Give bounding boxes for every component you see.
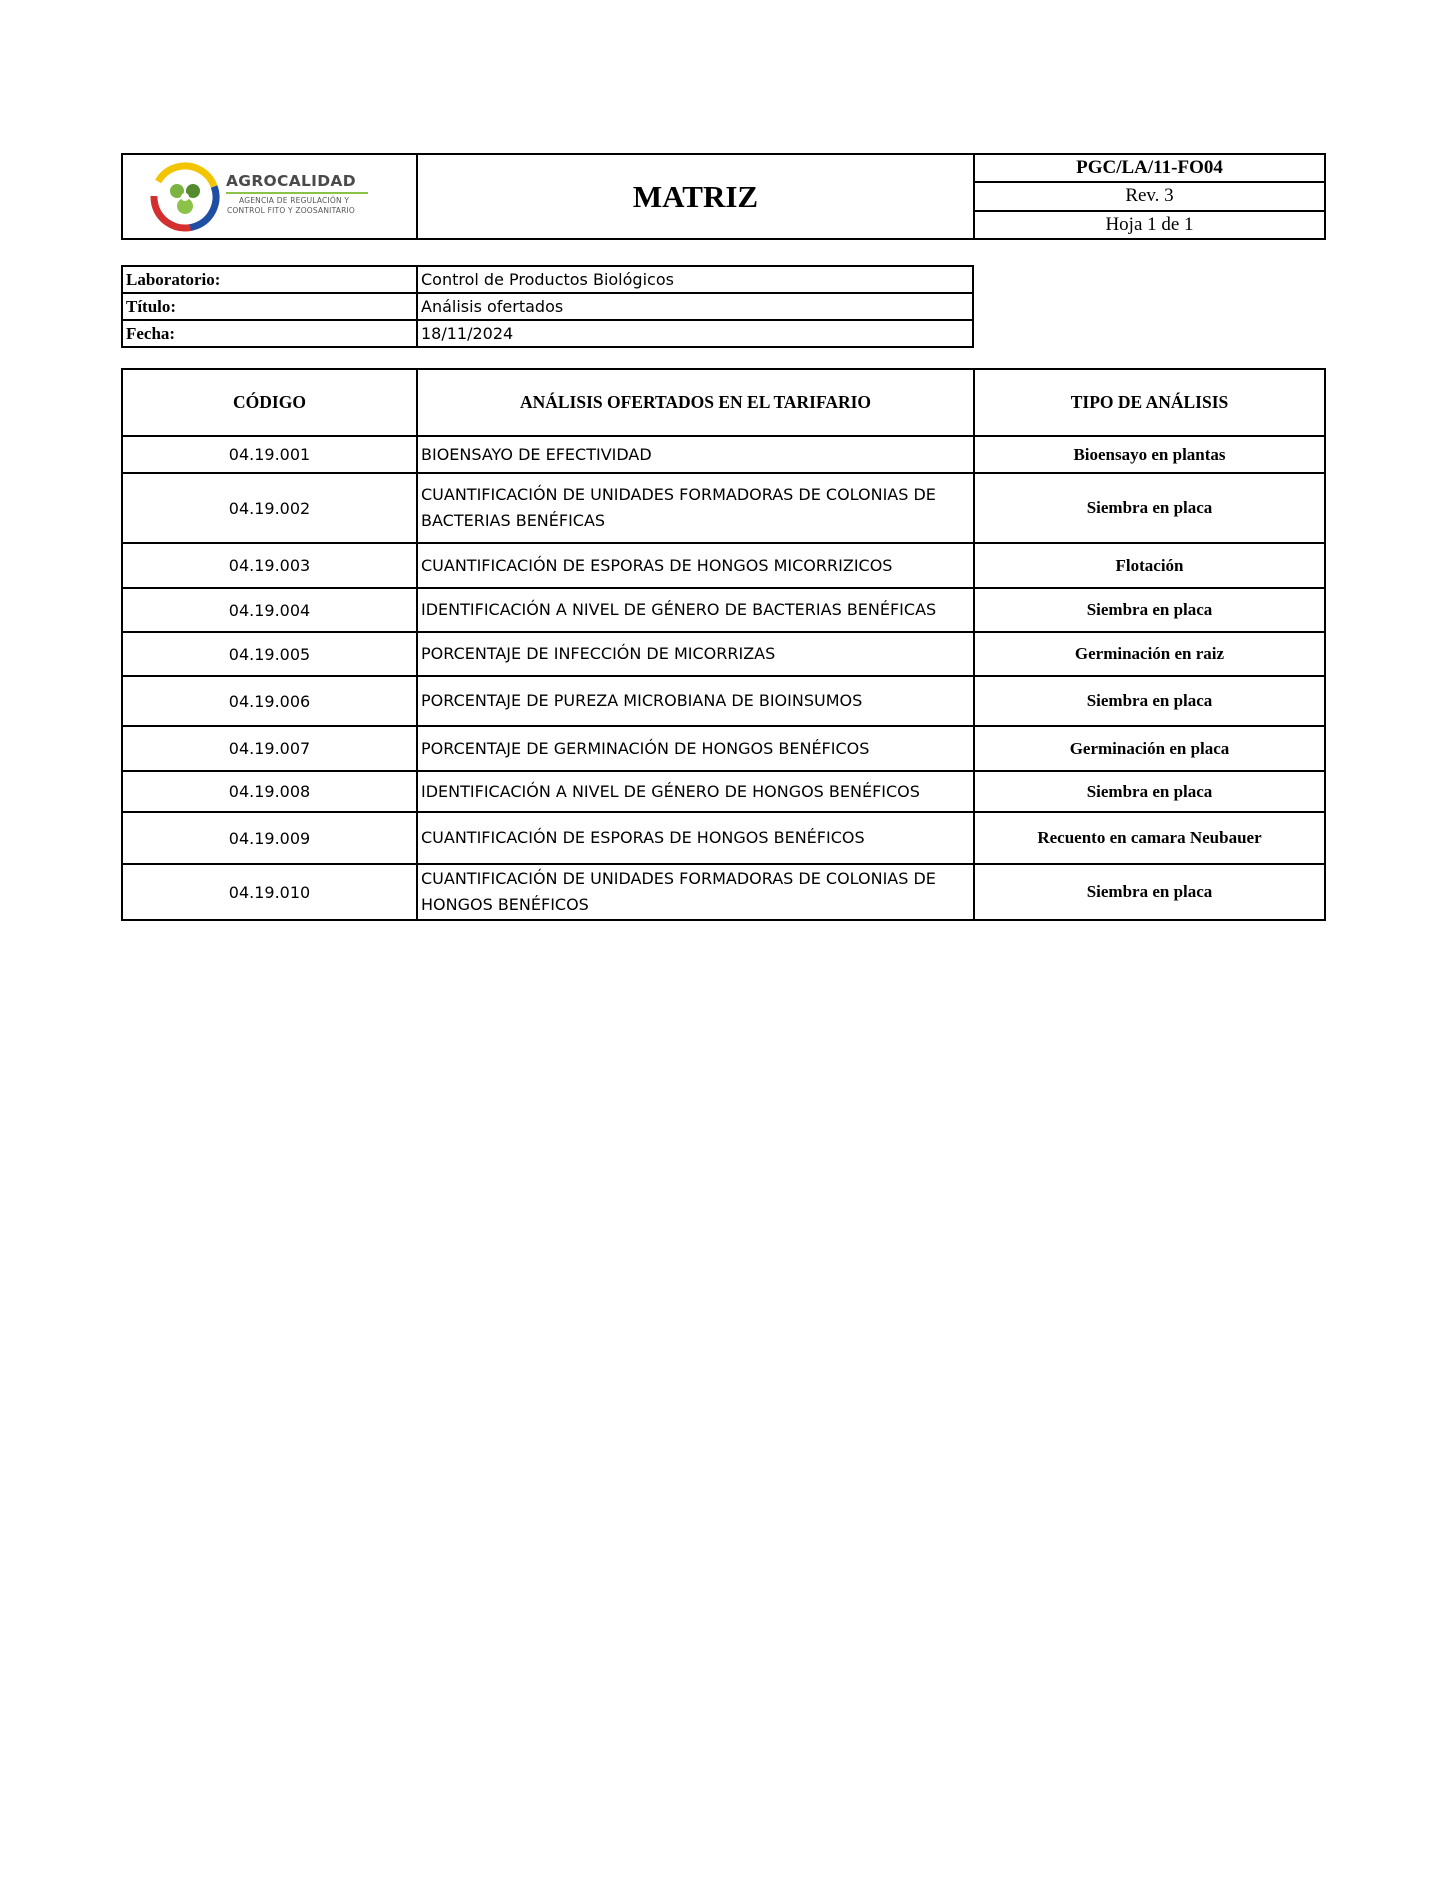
document-header	[121, 153, 1326, 240]
table-row	[122, 588, 1325, 632]
title-cell	[418, 155, 975, 238]
document-control-cell	[975, 155, 1324, 238]
row-analysis: CUANTIFICACIÓN DE UNIDADES FORMADORAS DE COLONIAS DE BACTERIAS BENÉFICAS	[417, 473, 974, 543]
logo-name: AGROCALIDAD	[226, 172, 356, 190]
logo-cell	[123, 155, 418, 238]
document-revision: Rev. 3	[975, 181, 1324, 209]
row-code: 04.19.009	[122, 812, 417, 864]
table-row	[122, 436, 1325, 473]
row-analysis: IDENTIFICACIÓN A NIVEL DE GÉNERO DE BACTERIAS BENÉFICAS	[417, 588, 974, 632]
logo-subtitle-2: CONTROL FITO Y ZOOSANITARIO	[227, 206, 356, 215]
row-code: 04.19.003	[122, 543, 417, 588]
row-code: 04.19.010	[122, 864, 417, 920]
row-type: Recuento en camara Neubauer	[974, 812, 1325, 864]
table-row	[122, 632, 1325, 676]
row-type: Flotación	[974, 543, 1325, 588]
row-code: 04.19.001	[122, 436, 417, 473]
row-type: Siembra en placa	[974, 588, 1325, 632]
row-code: 04.19.007	[122, 726, 417, 771]
info-value: 18/11/2024	[421, 324, 514, 343]
row-type: Siembra en placa	[974, 771, 1325, 812]
column-header-type: TIPO DE ANÁLISIS	[974, 369, 1325, 436]
row-analysis: CUANTIFICACIÓN DE UNIDADES FORMADORAS DE COLONIAS DE HONGOS BENÉFICOS	[417, 864, 974, 920]
table-row	[122, 771, 1325, 812]
row-code: 04.19.004	[122, 588, 417, 632]
document-code: PGC/LA/11-FO04	[1076, 157, 1223, 179]
table-row	[122, 812, 1325, 864]
document-sheet: Hoja 1 de 1	[975, 210, 1324, 238]
info-row-laboratorio	[123, 267, 972, 292]
table-row	[122, 543, 1325, 588]
row-code: 04.19.006	[122, 676, 417, 726]
row-type: Bioensayo en plantas	[974, 436, 1325, 473]
row-analysis: CUANTIFICACIÓN DE ESPORAS DE HONGOS MICORRIZICOS	[417, 543, 974, 588]
row-analysis: PORCENTAJE DE INFECCIÓN DE MICORRIZAS	[417, 632, 974, 676]
analysis-table	[121, 368, 1326, 921]
table-row	[122, 726, 1325, 771]
agrocalidad-logo-icon	[149, 161, 221, 233]
row-analysis: CUANTIFICACIÓN DE ESPORAS DE HONGOS BENÉFICOS	[417, 812, 974, 864]
column-header-code: CÓDIGO	[122, 369, 417, 436]
row-analysis: IDENTIFICACIÓN A NIVEL DE GÉNERO DE HONGOS BENÉFICOS	[417, 771, 974, 812]
info-row-fecha	[123, 319, 972, 346]
row-type: Germinación en placa	[974, 726, 1325, 771]
document-title: MATRIZ	[632, 178, 759, 214]
info-label: Título:	[123, 294, 418, 319]
table-row	[122, 676, 1325, 726]
logo-underline	[226, 192, 368, 194]
row-analysis: BIOENSAYO DE EFECTIVIDAD	[417, 436, 974, 473]
table-header-row	[122, 369, 1325, 436]
info-row-titulo	[123, 292, 972, 319]
table-row	[122, 473, 1325, 543]
row-type: Siembra en placa	[974, 676, 1325, 726]
info-label: Laboratorio:	[123, 267, 418, 292]
info-table	[121, 265, 974, 348]
logo-subtitle-1: AGENCIA DE REGULACIÓN Y	[239, 196, 350, 205]
row-type: Siembra en placa	[974, 473, 1325, 543]
row-type: Siembra en placa	[974, 864, 1325, 920]
row-type: Germinación en raiz	[974, 632, 1325, 676]
info-value: Control de Productos Biológicos	[421, 270, 674, 289]
info-value: Análisis ofertados	[421, 297, 564, 316]
row-code: 04.19.005	[122, 632, 417, 676]
info-label: Fecha:	[123, 321, 418, 346]
row-analysis: PORCENTAJE DE PUREZA MICROBIANA DE BIOINSUMOS	[417, 676, 974, 726]
column-header-analysis: ANÁLISIS OFERTADOS EN EL TARIFARIO	[417, 369, 974, 436]
row-code: 04.19.002	[122, 473, 417, 543]
table-row	[122, 864, 1325, 920]
row-analysis: PORCENTAJE DE GERMINACIÓN DE HONGOS BENÉFICOS	[417, 726, 974, 771]
row-code: 04.19.008	[122, 771, 417, 812]
